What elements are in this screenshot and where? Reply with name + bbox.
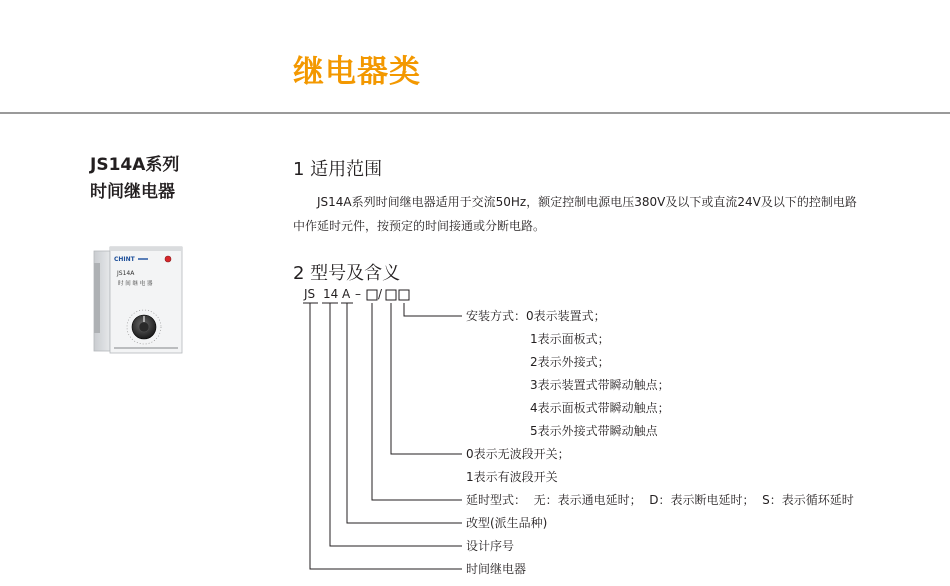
annotation-variant: 改型(派生品种) [466,516,548,530]
photo-label-text: 时 间 继 电 器 [118,281,153,287]
annotation-mount-3: 3表示装置式带瞬动触点； [530,378,670,392]
annotation-design-number: 设计序号 [466,539,515,553]
annotation-mount-5: 5表示外接式带瞬动触点 [530,424,658,438]
code-part-series: JS [304,287,316,301]
photo-model-text: JS14A [117,270,135,277]
code-part-variant: A [342,287,351,301]
annotation-switch-1: 1表示有波段开关 [466,470,558,484]
code-part-design-number: 14 [323,287,339,301]
scope-text-line-2: 中作延时元件，按预定的时间接通或分断电路。 [293,219,546,233]
scope-text-line-1: JS14A系列时间继电器适用于交流50Hz，额定控制电源电压380V及以下或直流24V及以下的控制电路 [317,195,857,209]
code-slash: / [378,287,383,301]
section-title-scope: 1 适用范围 [293,159,383,180]
annotation-mount-4: 4表示面板式带瞬动触点； [530,401,670,415]
code-dash: – [355,287,361,301]
section-title-model: 2 型号及含义 [293,263,401,284]
annotation-delay-type: 延时型式： 无：表示通电延时； D：表示断电延时； S：表示循环延时 [466,493,854,507]
annotation-switch-0: 0表示无波段开关； [466,447,570,461]
annotation-mount-title: 安装方式：0表示装置式； [466,309,606,323]
photo-brand-text: CHINT [114,256,135,263]
annotation-mount-1: 1表示面板式； [530,332,610,346]
page-title: 继电器类 [293,54,421,90]
annotation-mount-2: 2表示外接式； [530,355,610,369]
product-type: 时间继电器 [90,182,175,202]
product-series: JS14A系列 [90,155,180,175]
annotation-time-relay: 时间继电器 [466,562,527,576]
